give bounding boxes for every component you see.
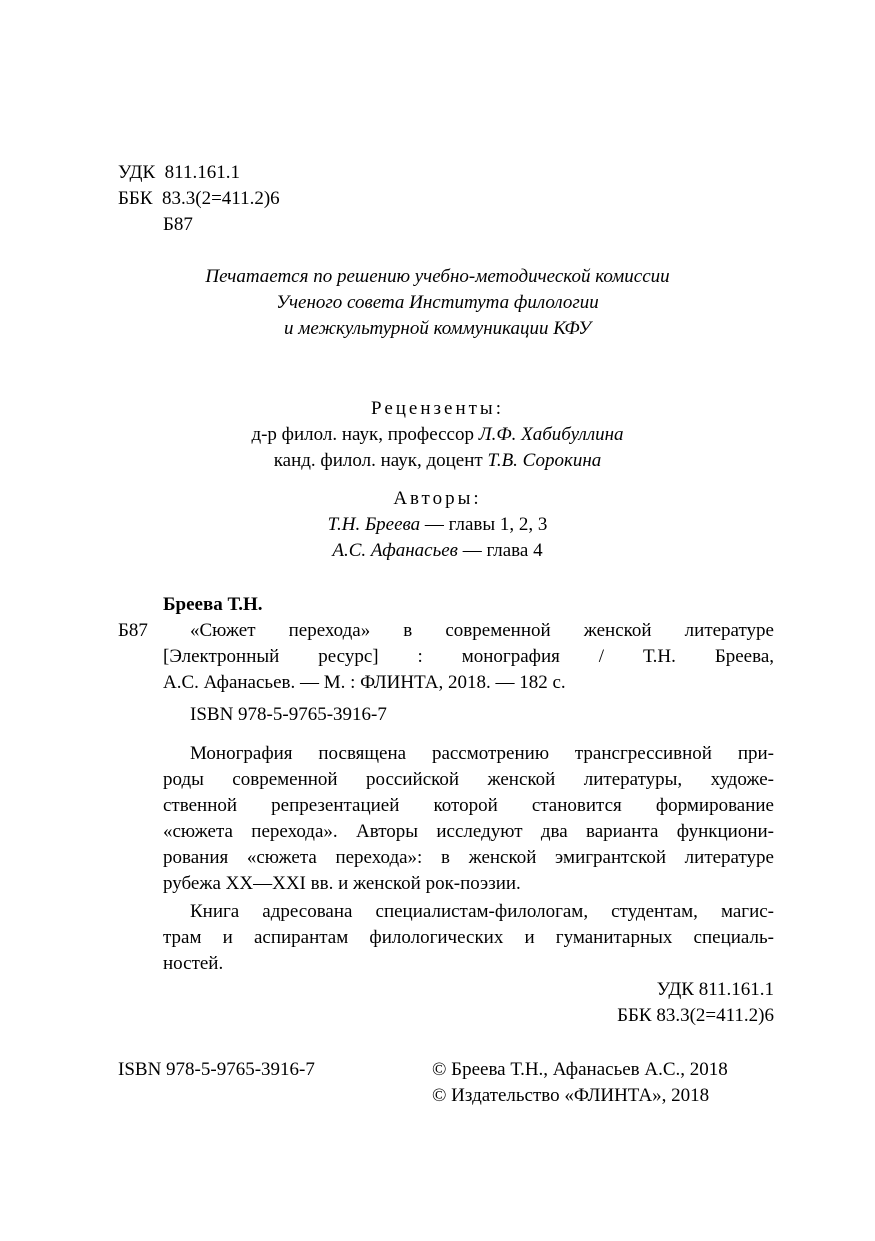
udk-label: УДК [118, 162, 156, 183]
bbk-value: 83.3(2=411.2)6 [162, 188, 280, 209]
copyright-publisher: © Издательство «ФЛИНТА», 2018 [432, 1085, 710, 1106]
udk-bottom: УДК 811.161.1 [656, 979, 774, 1000]
bib-isbn: ISBN 978-5-9765-3916-7 [190, 704, 387, 725]
author-item [0, 537, 875, 564]
authors-heading: Авторы: [393, 488, 482, 509]
publication-note-line-1: Печатается по решению учебно-методической комиссии [205, 266, 670, 287]
abstract-line: ственной репрезентацией которой становится формирование [163, 795, 774, 816]
publication-note-line-2: Ученого совета Института филологии [276, 292, 599, 313]
footer-isbn: ISBN 978-5-9765-3916-7 [118, 1059, 315, 1080]
reviewer-item [0, 447, 875, 474]
main-author: Бреева Т.Н. [163, 594, 263, 615]
bib-title-line-2: [Электронный ресурс] : монография / Т.Н. Бреева, [163, 646, 774, 667]
reviewer-title: д-р филол. наук, профессор [251, 424, 479, 445]
bbk-line [118, 185, 280, 212]
author-chapters: — глава 4 [457, 540, 543, 561]
reviewer-name: Т.В. Сорокина [487, 450, 602, 471]
abstract-line: рубежа XX—XXI вв. и женской рок-поэзии. [163, 873, 521, 894]
abstract-line: ностей. [163, 953, 224, 974]
author-name: Т.Н. Бреева [327, 514, 421, 535]
bib-title-line-3: А.С. Афанасьев. — М. : ФЛИНТА, 2018. — 182 с. [163, 672, 566, 693]
udk-value: 811.161.1 [164, 162, 240, 183]
abstract-line: Монография посвящена рассмотрению трансгрессивной при- [190, 743, 774, 764]
abstract-line: роды современной российской женской литературы, художе- [163, 769, 774, 790]
udk-line [118, 159, 240, 186]
abstract-line: Книга адресована специалистам-филологам, студентам, магис- [190, 901, 774, 922]
reviewers-heading: Рецензенты: [371, 398, 504, 419]
abstract-line: рования «сюжета перехода»: в женской эмигрантской литературе [163, 847, 774, 868]
publication-note-line-3: и межкультурной коммуникации КФУ [283, 318, 591, 339]
author-mark: Б87 [163, 214, 193, 235]
author-item [0, 511, 875, 538]
bbk-label: ББК [118, 188, 153, 209]
abstract-line: «сюжета перехода». Авторы исследуют два варианта функциони- [163, 821, 774, 842]
author-name: А.С. Афанасьев [332, 540, 458, 561]
reviewer-name: Л.Ф. Хабибуллина [478, 424, 624, 445]
author-chapters: — главы 1, 2, 3 [420, 514, 548, 535]
abstract-line: трам и аспирантам филологических и гуманитарных специаль- [163, 927, 774, 948]
bib-code: Б87 [118, 620, 148, 641]
bbk-bottom: ББК 83.3(2=411.2)6 [617, 1005, 774, 1026]
bib-title-line-1: «Сюжет перехода» в современной женской литературе [190, 620, 774, 641]
reviewer-title: канд. филол. наук, доцент [273, 450, 488, 471]
copyright-authors: © Бреева Т.Н., Афанасьев А.С., 2018 [432, 1059, 728, 1080]
reviewer-item [0, 421, 875, 448]
